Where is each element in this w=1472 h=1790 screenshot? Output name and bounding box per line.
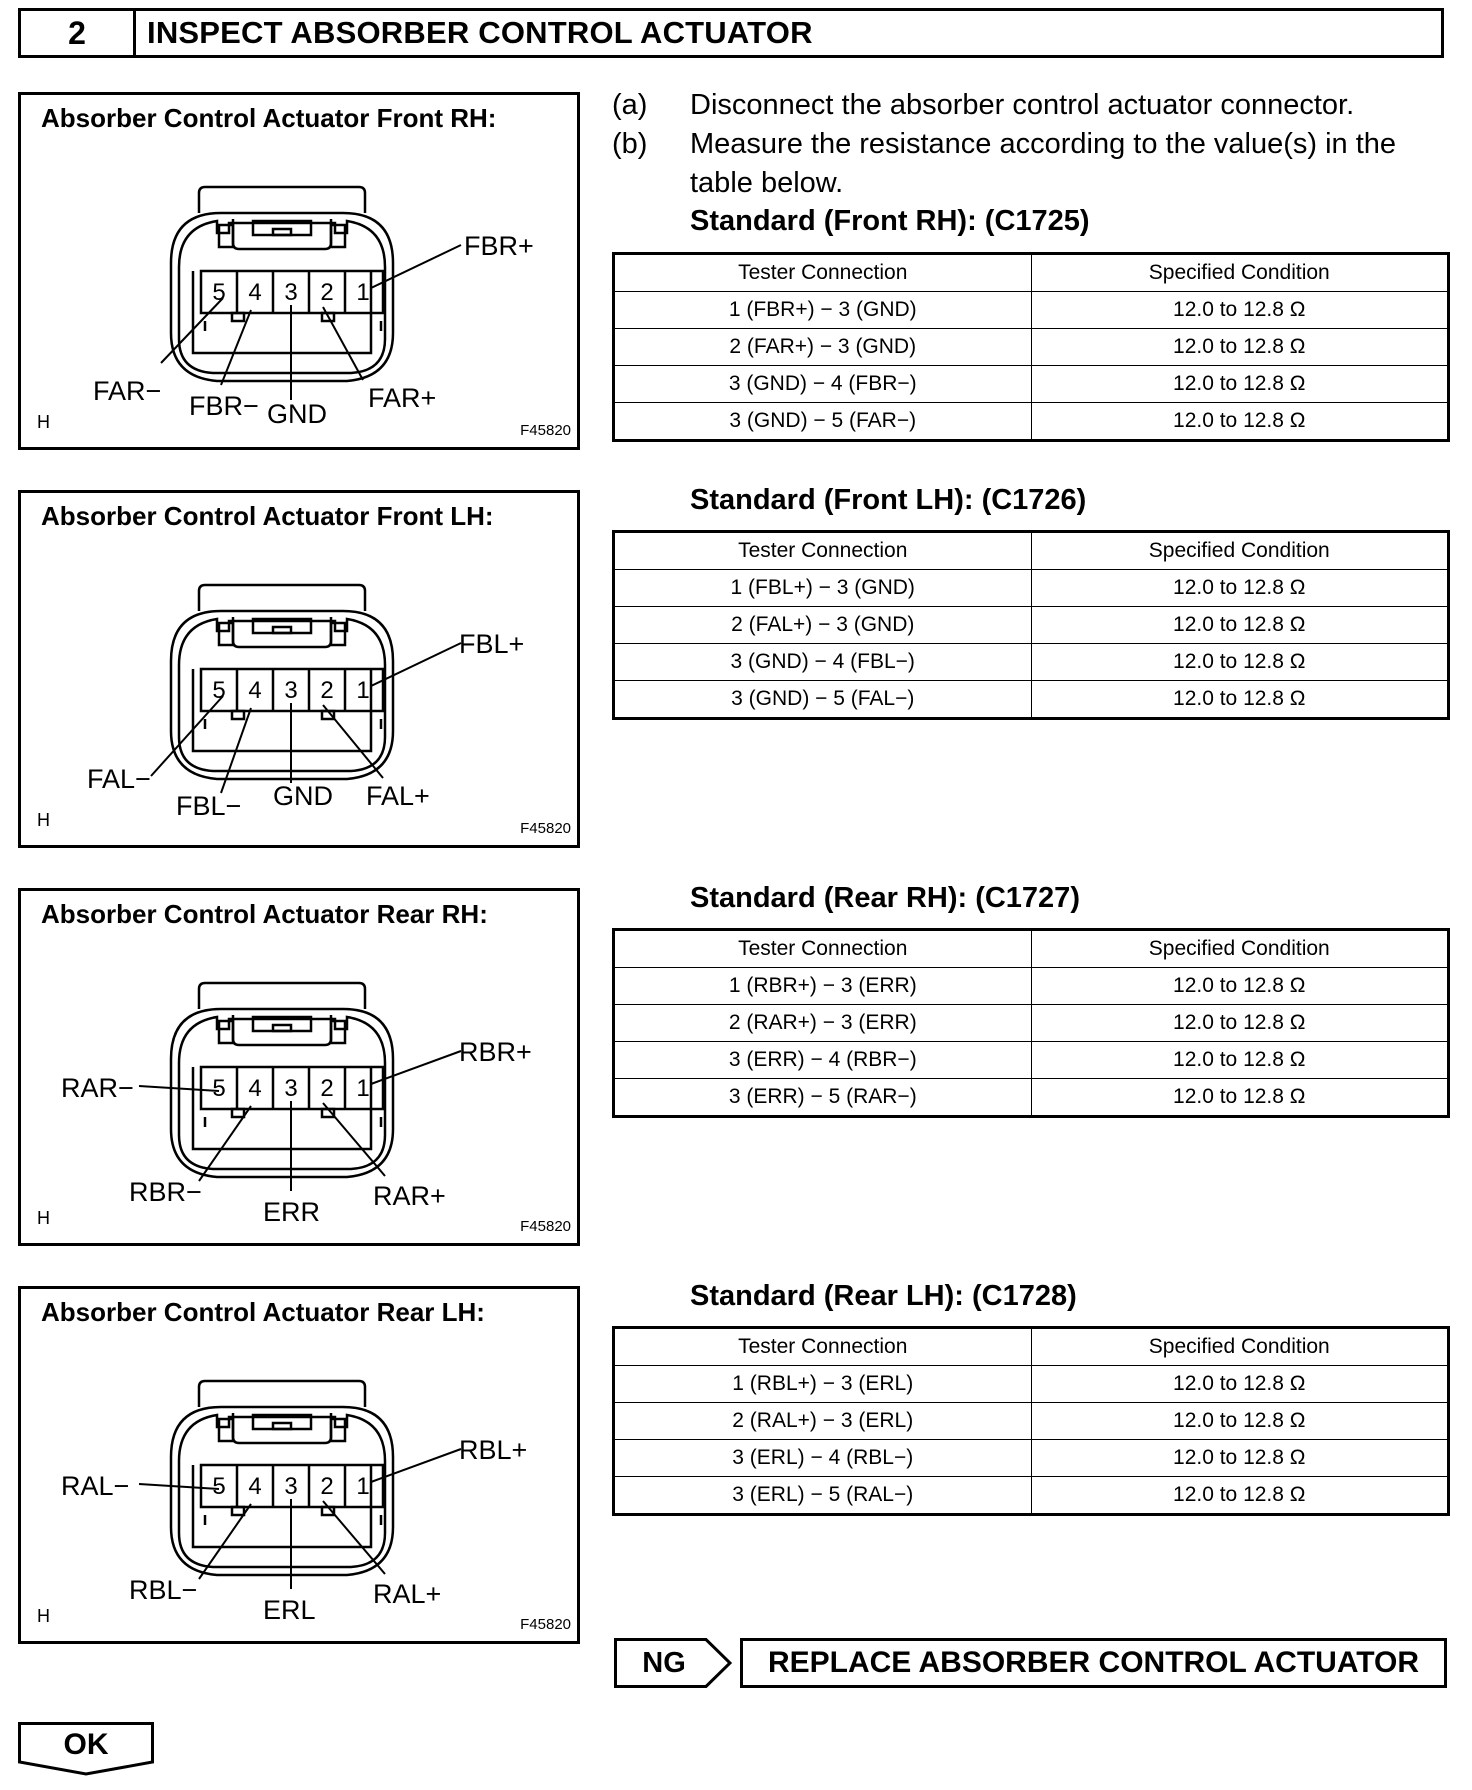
table-row bbox=[614, 968, 1449, 1005]
table-header-row bbox=[614, 254, 1449, 292]
step-header bbox=[18, 8, 1444, 58]
table-row bbox=[614, 1005, 1449, 1042]
figure-front-lh bbox=[18, 490, 580, 848]
spec-table bbox=[612, 1326, 1450, 1516]
table-row bbox=[614, 607, 1449, 644]
column-header: Specified Condition bbox=[1031, 254, 1449, 292]
table-row bbox=[614, 1477, 1449, 1515]
tester-connection-cell: 2 (RAR+) − 3 (ERR) bbox=[614, 1005, 1032, 1042]
instruction-marker: (b) bbox=[612, 128, 648, 160]
pin-number: 1 bbox=[356, 677, 370, 704]
column-header: Tester Connection bbox=[614, 532, 1032, 570]
standard-title: Standard (Front RH): (C1725) bbox=[690, 205, 1090, 237]
step-title: INSPECT ABSORBER CONTROL ACTUATOR bbox=[147, 15, 813, 50]
specified-condition-cell: 12.0 to 12.8 Ω bbox=[1031, 1366, 1449, 1403]
corner-mark: H bbox=[37, 1606, 50, 1626]
tester-connection-cell: 1 (RBL+) − 3 (ERL) bbox=[614, 1366, 1032, 1403]
table-row bbox=[614, 1403, 1449, 1440]
specified-condition-cell: 12.0 to 12.8 Ω bbox=[1031, 329, 1449, 366]
pin-number: 5 bbox=[212, 677, 226, 704]
wire-label: RAL− bbox=[61, 1471, 130, 1501]
specified-condition-cell: 12.0 to 12.8 Ω bbox=[1031, 1440, 1449, 1477]
corner-mark: H bbox=[37, 412, 50, 432]
specified-condition-cell: 12.0 to 12.8 Ω bbox=[1031, 1042, 1449, 1079]
column-header: Tester Connection bbox=[614, 930, 1032, 968]
pin-number: 5 bbox=[212, 1473, 226, 1500]
table-row bbox=[614, 1079, 1449, 1117]
wire-label: FAL− bbox=[87, 764, 151, 794]
wire-label: FBL− bbox=[176, 791, 242, 821]
pin-number: 4 bbox=[248, 279, 262, 306]
pin-number: 1 bbox=[356, 1075, 370, 1102]
figure-code: F45820 bbox=[520, 1218, 571, 1235]
instruction-text: table below. bbox=[690, 167, 844, 199]
figure-title: Absorber Control Actuator Rear LH: bbox=[41, 1297, 485, 1327]
connector-diagram bbox=[21, 493, 583, 851]
tester-connection-cell: 2 (FAL+) − 3 (GND) bbox=[614, 607, 1032, 644]
ng-label: NG bbox=[642, 1646, 686, 1679]
tester-connection-cell: 3 (GND) − 4 (FBR−) bbox=[614, 366, 1032, 403]
table-row bbox=[614, 292, 1449, 329]
tester-connection-cell: 3 (ERR) − 5 (RAR−) bbox=[614, 1079, 1032, 1117]
table-header-row bbox=[614, 930, 1449, 968]
table-row bbox=[614, 1042, 1449, 1079]
wire-label: ERR bbox=[263, 1197, 321, 1227]
wire-label: ERL bbox=[263, 1595, 316, 1625]
column-header: Tester Connection bbox=[614, 254, 1032, 292]
figure-rear-rh bbox=[18, 888, 580, 1246]
column-header: Tester Connection bbox=[614, 1328, 1032, 1366]
table-row bbox=[614, 329, 1449, 366]
figure-code: F45820 bbox=[520, 422, 571, 439]
pin-number: 3 bbox=[284, 677, 298, 704]
connector-diagram bbox=[21, 1289, 583, 1647]
column-header: Specified Condition bbox=[1031, 930, 1449, 968]
specified-condition-cell: 12.0 to 12.8 Ω bbox=[1031, 403, 1449, 441]
table-row bbox=[614, 1366, 1449, 1403]
specified-condition-cell: 12.0 to 12.8 Ω bbox=[1031, 644, 1449, 681]
table-row bbox=[614, 570, 1449, 607]
table-header-row bbox=[614, 532, 1449, 570]
tester-connection-cell: 2 (RAL+) − 3 (ERL) bbox=[614, 1403, 1032, 1440]
figure-title: Absorber Control Actuator Rear RH: bbox=[41, 899, 488, 929]
table-row bbox=[614, 681, 1449, 719]
figure-code: F45820 bbox=[520, 1616, 571, 1633]
wire-label: RAR+ bbox=[373, 1181, 446, 1211]
wire-label: GND bbox=[267, 399, 327, 429]
spec-table bbox=[612, 252, 1450, 442]
pin-number: 2 bbox=[320, 677, 334, 704]
tester-connection-cell: 3 (GND) − 4 (FBL−) bbox=[614, 644, 1032, 681]
instruction-text: Disconnect the absorber control actuator connector. bbox=[690, 89, 1355, 121]
tester-connection-cell: 3 (ERL) − 5 (RAL−) bbox=[614, 1477, 1032, 1515]
pin-number: 2 bbox=[320, 1075, 334, 1102]
specified-condition-cell: 12.0 to 12.8 Ω bbox=[1031, 1477, 1449, 1515]
connector-diagram bbox=[21, 95, 583, 453]
wire-label: RBR+ bbox=[459, 1037, 532, 1067]
tester-connection-cell: 1 (FBL+) − 3 (GND) bbox=[614, 570, 1032, 607]
table-row bbox=[614, 366, 1449, 403]
tester-connection-cell: 3 (GND) − 5 (FAR−) bbox=[614, 403, 1032, 441]
figure-rear-lh bbox=[18, 1286, 580, 1644]
pin-number: 5 bbox=[212, 1075, 226, 1102]
wire-label: FBR+ bbox=[464, 231, 534, 261]
spec-table bbox=[612, 530, 1450, 720]
step-number: 2 bbox=[21, 11, 136, 55]
ng-action-box: REPLACE ABSORBER CONTROL ACTUATOR bbox=[740, 1638, 1447, 1688]
pin-number: 3 bbox=[284, 1075, 298, 1102]
figure-front-rh bbox=[18, 92, 580, 450]
column-header: Specified Condition bbox=[1031, 1328, 1449, 1366]
pin-number: 4 bbox=[248, 1075, 262, 1102]
specified-condition-cell: 12.0 to 12.8 Ω bbox=[1031, 366, 1449, 403]
instruction-text: Measure the resistance according to the value(s) in the bbox=[690, 128, 1397, 160]
pin-number: 3 bbox=[284, 279, 298, 306]
specified-condition-cell: 12.0 to 12.8 Ω bbox=[1031, 968, 1449, 1005]
pin-number: 3 bbox=[284, 1473, 298, 1500]
pin-number: 1 bbox=[356, 279, 370, 306]
standard-title: Standard (Rear RH): (C1727) bbox=[690, 882, 1080, 914]
connector-diagram bbox=[21, 891, 583, 1249]
specified-condition-cell: 12.0 to 12.8 Ω bbox=[1031, 1079, 1449, 1117]
wire-label: RBR− bbox=[129, 1177, 202, 1207]
wire-label: GND bbox=[273, 781, 333, 811]
tester-connection-cell: 2 (FAR+) − 3 (GND) bbox=[614, 329, 1032, 366]
spec-table bbox=[612, 928, 1450, 1118]
ok-result bbox=[18, 1722, 154, 1776]
instruction-b bbox=[612, 125, 1452, 205]
tester-connection-cell: 1 (FBR+) − 3 (GND) bbox=[614, 292, 1032, 329]
specified-condition-cell: 12.0 to 12.8 Ω bbox=[1031, 1005, 1449, 1042]
specified-condition-cell: 12.0 to 12.8 Ω bbox=[1031, 681, 1449, 719]
specified-condition-cell: 12.0 to 12.8 Ω bbox=[1031, 607, 1449, 644]
wire-label: RBL− bbox=[129, 1575, 198, 1605]
specified-condition-cell: 12.0 to 12.8 Ω bbox=[1031, 1403, 1449, 1440]
specified-condition-cell: 12.0 to 12.8 Ω bbox=[1031, 570, 1449, 607]
column-header: Specified Condition bbox=[1031, 532, 1449, 570]
standard-title: Standard (Front LH): (C1726) bbox=[690, 484, 1087, 516]
pin-number: 5 bbox=[212, 279, 226, 306]
specified-condition-cell: 12.0 to 12.8 Ω bbox=[1031, 292, 1449, 329]
table-row bbox=[614, 403, 1449, 441]
table-header-row bbox=[614, 1328, 1449, 1366]
tester-connection-cell: 3 (ERL) − 4 (RBL−) bbox=[614, 1440, 1032, 1477]
wire-label: FAR+ bbox=[368, 383, 437, 413]
figure-title: Absorber Control Actuator Front RH: bbox=[41, 103, 497, 133]
ng-result bbox=[614, 1638, 732, 1688]
corner-mark: H bbox=[37, 1208, 50, 1228]
pin-number: 4 bbox=[248, 677, 262, 704]
figure-code: F45820 bbox=[520, 820, 571, 837]
wire-label: RBL+ bbox=[459, 1435, 528, 1465]
wire-label: FBR− bbox=[189, 391, 259, 421]
pin-number: 2 bbox=[320, 279, 334, 306]
standard-title: Standard (Rear LH): (C1728) bbox=[690, 1280, 1077, 1312]
wire-label: FAR− bbox=[93, 376, 162, 406]
pin-number: 4 bbox=[248, 1473, 262, 1500]
pin-number: 1 bbox=[356, 1473, 370, 1500]
table-row bbox=[614, 644, 1449, 681]
pin-number: 2 bbox=[320, 1473, 334, 1500]
wire-label: RAR− bbox=[61, 1073, 134, 1103]
wire-label: RAL+ bbox=[373, 1579, 442, 1609]
instruction-marker: (a) bbox=[612, 89, 648, 121]
wire-label: FBL+ bbox=[459, 629, 525, 659]
corner-mark: H bbox=[37, 810, 50, 830]
ok-label: OK bbox=[63, 1728, 109, 1761]
instruction-a bbox=[612, 86, 1452, 126]
table-row bbox=[614, 1440, 1449, 1477]
wire-label: FAL+ bbox=[366, 781, 430, 811]
tester-connection-cell: 3 (ERR) − 4 (RBR−) bbox=[614, 1042, 1032, 1079]
figure-title: Absorber Control Actuator Front LH: bbox=[41, 501, 494, 531]
tester-connection-cell: 3 (GND) − 5 (FAL−) bbox=[614, 681, 1032, 719]
tester-connection-cell: 1 (RBR+) − 3 (ERR) bbox=[614, 968, 1032, 1005]
